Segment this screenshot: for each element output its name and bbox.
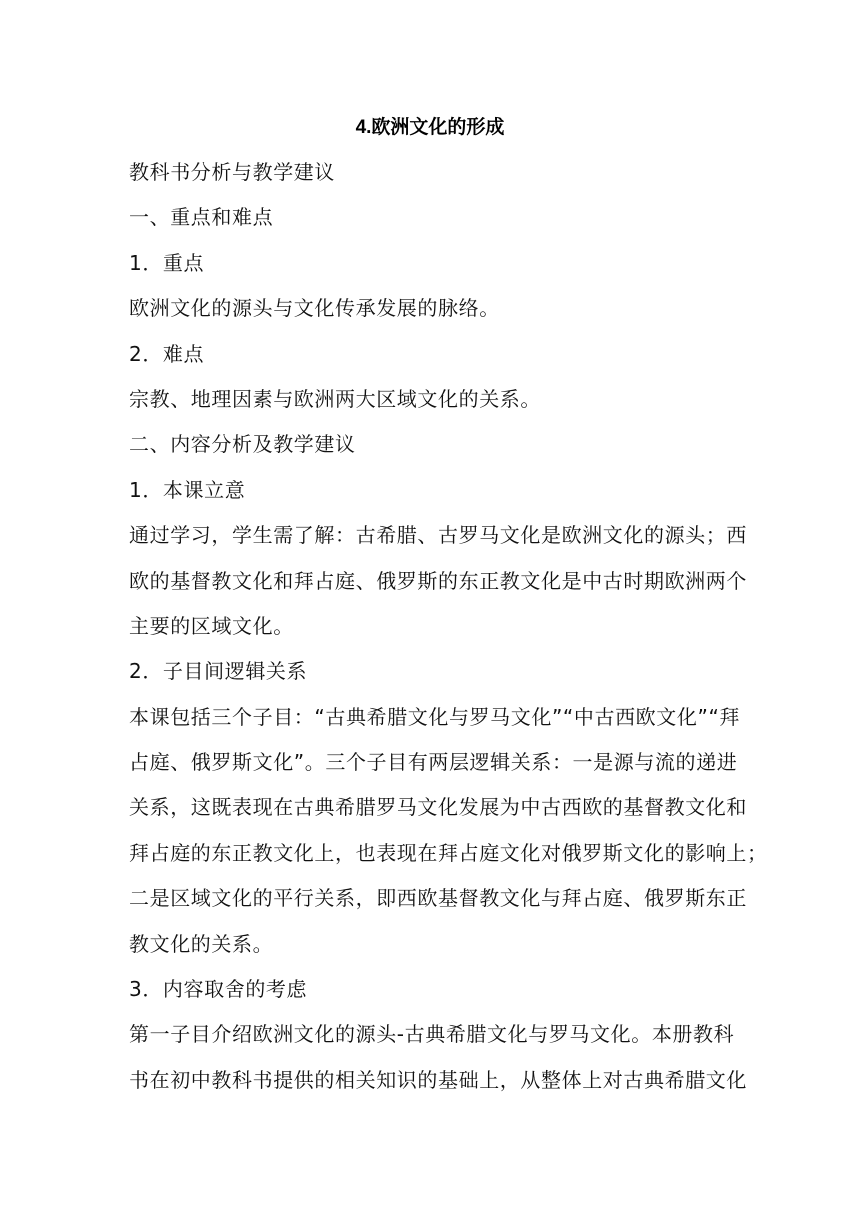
paragraph-line: 拜占庭的东正教文化上，也表现在拜占庭文化对俄罗斯文化的影响上； [129, 840, 768, 865]
paragraph-line: 主要的区域文化。 [129, 613, 294, 638]
paragraph-line: 教文化的关系。 [129, 931, 274, 956]
paragraph [129, 700, 768, 972]
section-heading: 一、重点和难点 [129, 205, 274, 230]
paragraph [129, 518, 747, 654]
paragraph-line: 宗教、地理因素与欧洲两大区域文化的关系。 [129, 386, 541, 411]
paragraph-line: 关系，这既表现在古典希腊罗马文化发展为中古西欧的基督教文化和 [129, 795, 747, 820]
subsection-heading: 2．难点 [129, 341, 205, 366]
document-title: 4.欧洲文化的形成 [355, 117, 505, 138]
paragraph-line: 第一子目介绍欧洲文化的源头-古典希腊文化与罗马文化。本册教科 [129, 1022, 735, 1047]
section-heading: 教科书分析与教学建议 [129, 160, 335, 184]
subsection-heading: 1．重点 [129, 250, 205, 275]
paragraph-line: 欧的基督教文化和拜占庭、俄罗斯的东正教文化是中古时期欧洲两个 [129, 568, 747, 593]
paragraph-line: 书在初中教科书提供的相关知识的基础上，从整体上对古典希腊文化 [129, 1067, 747, 1092]
paragraph-line: 本课包括三个子目：“古典希腊文化与罗马文化”“中古西欧文化”“拜 [129, 704, 741, 729]
paragraph-line: 欧洲文化的源头与文化传承发展的脉络。 [129, 296, 500, 321]
subsection-heading: 2．子目间逻辑关系 [129, 659, 308, 684]
subsection-heading: 1．本课立意 [129, 477, 246, 502]
paragraph-line: 二是区域文化的平行关系，即西欧基督教文化与拜占庭、俄罗斯东正 [129, 886, 747, 911]
subsection-heading: 3．内容取舍的考虑 [129, 977, 308, 1002]
section-heading: 二、内容分析及教学建议 [129, 432, 356, 457]
paragraph-line: 占庭、俄罗斯文化”。三个子目有两层逻辑关系：一是源与流的递进 [129, 750, 738, 775]
paragraph [129, 1017, 747, 1108]
paragraph-line: 通过学习，学生需了解：古希腊、古罗马文化是欧洲文化的源头；西 [129, 523, 747, 548]
document-body [129, 155, 768, 1108]
